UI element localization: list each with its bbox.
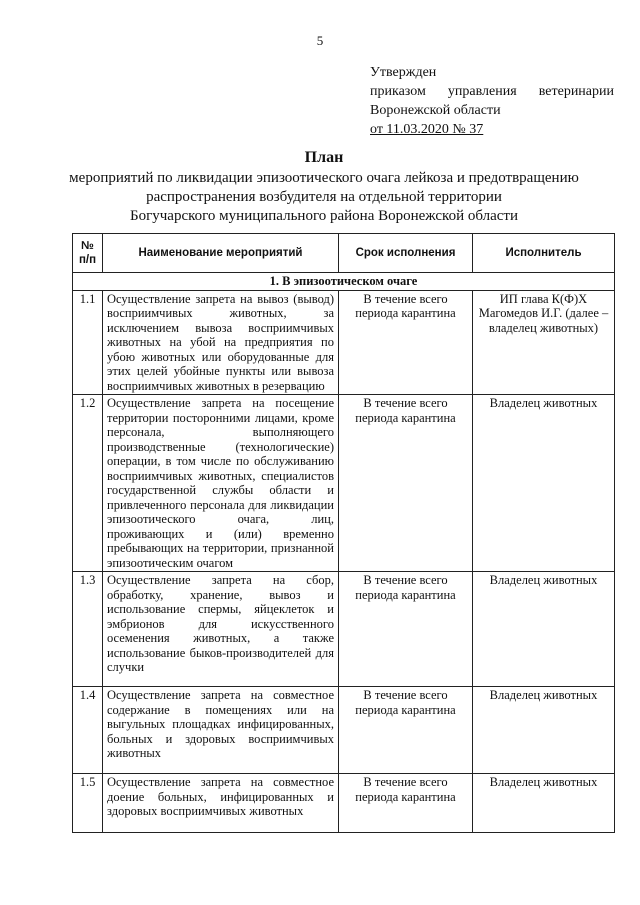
row-term: В течение всего периода карантина: [339, 774, 473, 833]
row-activity: Осуществление запрета на совместное содержание в помещениях или на выгульных площадках инфицированных, больных и здоровых восприимчивых животных: [103, 687, 339, 774]
row-number: 1.2: [73, 395, 103, 572]
table-row: [73, 290, 615, 395]
plan-table: [72, 233, 615, 833]
row-activity: Осуществление запрета на вывоз (вывод) восприимчивых животных, за исключением вывоза восприимчивых животных на убой на предприятия по убою животных или оборудованные для этих целей убойные пункты или вывоза восприимчивых животных в резервацию: [103, 290, 339, 395]
table-row: [73, 395, 615, 572]
document-title: [60, 148, 588, 226]
section-title: 1. В эпизоотическом очаге: [73, 273, 615, 291]
row-executor: Владелец животных: [473, 687, 615, 774]
row-number: 1.5: [73, 774, 103, 833]
row-number: 1.4: [73, 687, 103, 774]
table-row: [73, 572, 615, 687]
row-activity: Осуществление запрета на посещение территории посторонними лицами, кроме персонала, выполняющего производственные (технологические) операции, в том числе по обслуживанию восприимчивых животных, специалистов государственной службы области и привлеченного персонала для ликвидации эпизоотического очага, лиц, проживающих и (или) временно пребывающих на территории, признанной эпизоотическим очагом: [103, 395, 339, 572]
table-row: [73, 774, 615, 833]
row-executor: Владелец животных: [473, 395, 615, 572]
approval-line-1: Утвержден: [370, 65, 437, 80]
row-term: В течение всего периода карантина: [339, 290, 473, 395]
row-term: В течение всего периода карантина: [339, 572, 473, 687]
approval-block: [370, 63, 614, 139]
section-row: [73, 273, 615, 291]
page-number: 5: [316, 33, 324, 48]
row-term: В течение всего периода карантина: [339, 687, 473, 774]
approval-line-2: приказом управления ветеринарии: [370, 84, 614, 99]
header-name: Наименование мероприятий: [103, 234, 339, 273]
approval-line-3: Воронежской области: [370, 103, 501, 118]
row-executor: Владелец животных: [473, 774, 615, 833]
title-line-1: мероприятий по ликвидации эпизоотического очага лейкоза и предотвращению: [69, 170, 579, 186]
header-num: № п/п: [73, 234, 103, 273]
row-number: 1.3: [73, 572, 103, 687]
row-executor: ИП глава К(Ф)Х Магомедов И.Г. (далее – владелец животных): [473, 290, 615, 395]
table-row: [73, 687, 615, 774]
approval-date-line: от 11.03.2020 № 37: [370, 122, 484, 137]
plan-heading: План: [304, 149, 344, 166]
header-executor: Исполнитель: [473, 234, 615, 273]
row-term: В течение всего периода карантина: [339, 395, 473, 572]
table-header-row: [73, 234, 615, 273]
row-executor: Владелец животных: [473, 572, 615, 687]
row-activity: Осуществление запрета на сбор, обработку, хранение, вывоз и использование спермы, яйцеклеток и эмбрионов для искусственного осеменения животных, а также использование быков-производителей для случки: [103, 572, 339, 687]
row-activity: Осуществление запрета на совместное доение больных, инфицированных и здоровых восприимчивых животных: [103, 774, 339, 833]
title-line-2: распространения возбудителя на отдельной территории: [146, 189, 502, 205]
row-number: 1.1: [73, 290, 103, 395]
header-term: Срок исполнения: [339, 234, 473, 273]
title-line-3: Богучарского муниципального района Воронежской области: [130, 208, 518, 224]
